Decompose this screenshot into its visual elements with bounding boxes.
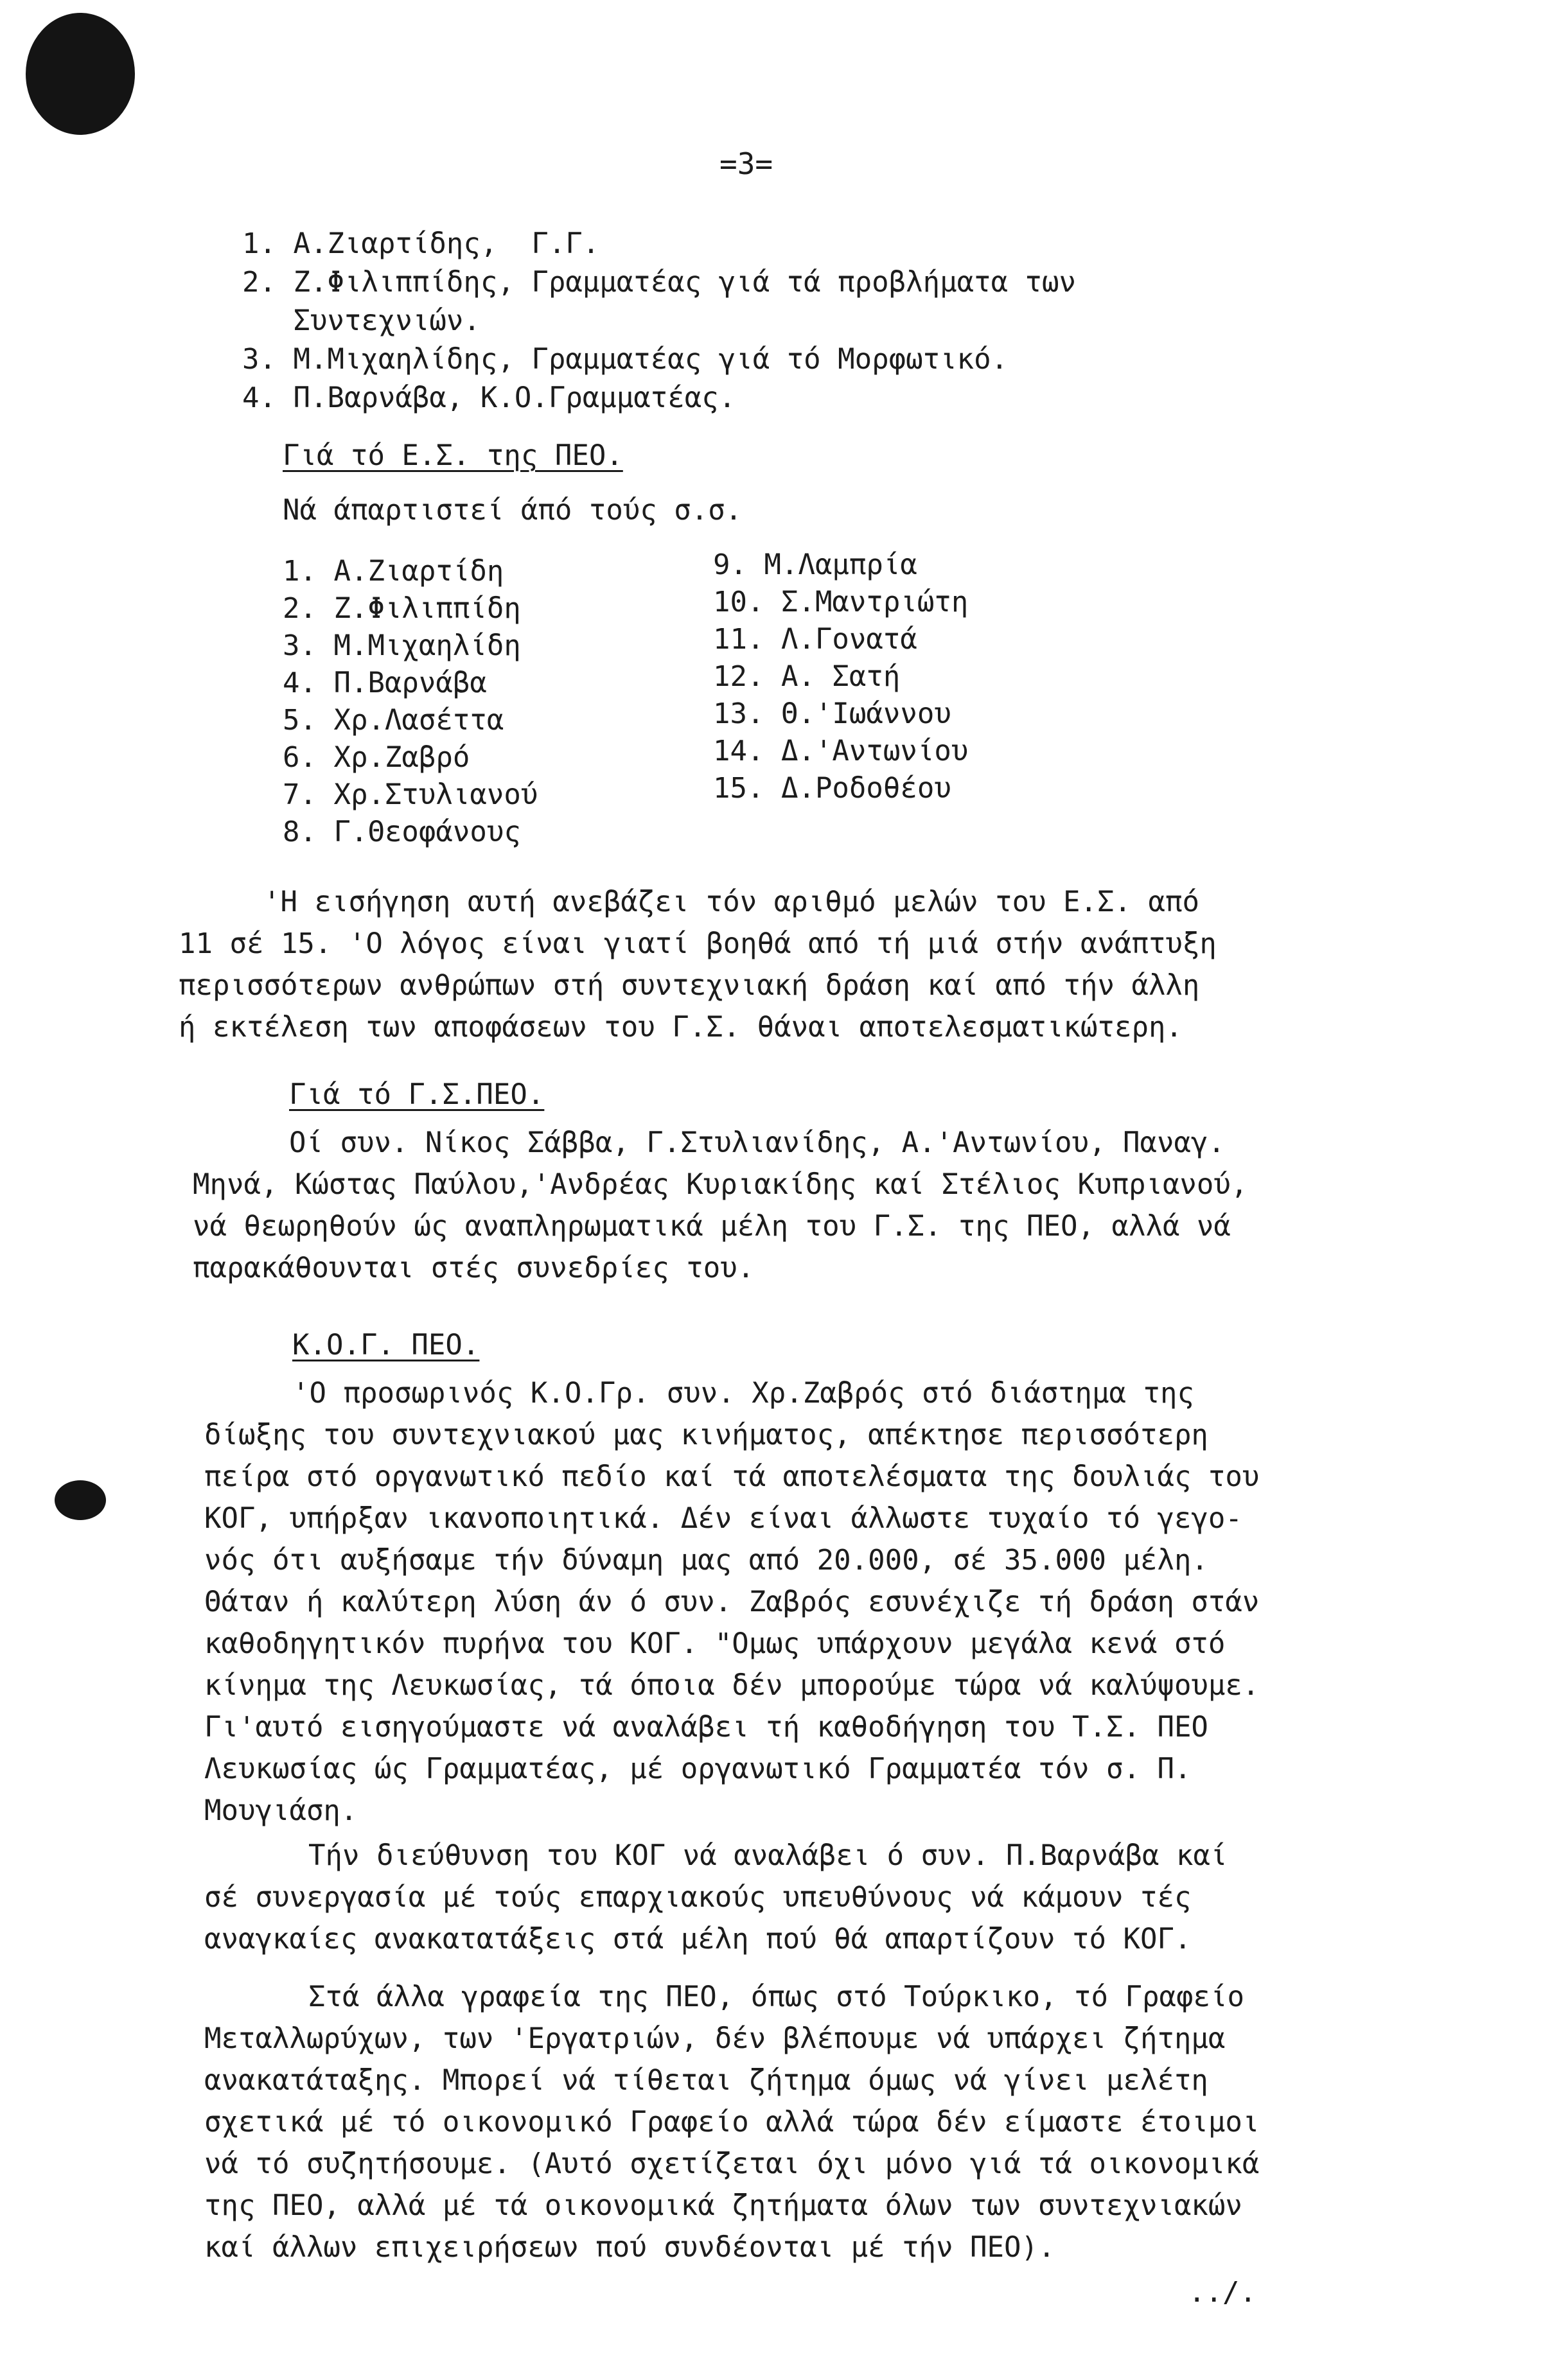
paragraph-line: Μηνά, Κώστας Παύλου,'Ανδρέας Κυριακίδης καί Στέλιος Κυπριανού,: [193, 1168, 1248, 1201]
member-item: 2. Ζ.Φιλιππίδη: [283, 592, 521, 625]
paragraph-line: παρακάθουνται στές συνεδρίες του.: [193, 1252, 755, 1284]
member-item: 12. Α. Σατή: [713, 660, 901, 693]
member-item: 11. Λ.Γονατά: [713, 623, 917, 656]
paragraph-line: Οί συν. Νίκος Σάββα, Γ.Στυλιανίδης, Α.'Αντωνίου, Παναγ.: [289, 1126, 1225, 1159]
section-heading-kog: Κ.Ο.Γ. ΠΕΟ.: [292, 1329, 480, 1361]
paragraph-line: Μουγιάση.: [204, 1794, 358, 1827]
paragraph-line: πείρα στό οργανωτικό πεδίο καί τά αποτελέσματα της δουλιάς του: [204, 1460, 1260, 1493]
ink-blot-margin: [55, 1480, 106, 1520]
paragraph-line: Θάταν ή καλύτερη λύση άν ό συν. Ζαβρός εσυνέχιζε τή δράση στάν: [204, 1586, 1260, 1618]
continuation-mark: ../.: [1188, 2276, 1256, 2309]
member-item: 14. Δ.'Αντωνίου: [713, 735, 969, 767]
paragraph-line: Λευκωσίας ώς Γραμματέας, μέ οργανωτικό Γραμματέα τόν σ. Π.: [204, 1753, 1192, 1785]
top-list-item: 3. Μ.Μιχαηλίδης, Γραμματέας γιά τό Μορφωτικό.: [242, 343, 1009, 376]
paragraph-line: Μεταλλωρύχων, των 'Εργατριών, δέν βλέπουμε νά υπάρχει ζήτημα: [204, 2022, 1226, 2055]
paragraph-line: της ΠΕΟ, αλλά μέ τά οικονομικά ζητήματα όλων των συντεχνιακών: [204, 2189, 1242, 2222]
ink-blot-top-left: [26, 13, 135, 135]
paragraph-line: νά τό συζητήσουμε. (Αυτό σχετίζεται όχι μόνο γιά τά οικονομικά: [204, 2148, 1260, 2180]
paragraph-line: ανακατάταξης. Μπορεί νά τίθεται ζήτημα όμως νά γίνει μελέτη: [204, 2064, 1208, 2097]
paragraph-line: νά θεωρηθούν ώς αναπληρωματικά μέλη του Γ.Σ. της ΠΕΟ, αλλά νά: [193, 1210, 1231, 1243]
top-list-item: 4. Π.Βαρνάβα, Κ.Ο.Γραμματέας.: [242, 381, 736, 414]
section-heading-es: Γιά τό Ε.Σ. της ΠΕΟ.: [283, 439, 623, 472]
paragraph-line: ή εκτέλεση των αποφάσεων του Γ.Σ. θάναι αποτελεσματικώτερη.: [179, 1011, 1183, 1044]
paragraph-line: σέ συνεργασία μέ τούς επαρχιακούς υπευθύνους νά κάμουν τές: [204, 1881, 1192, 1914]
member-item: 10. Σ.Μαντριώτη: [713, 586, 969, 618]
paragraph-line: Στά άλλα γραφεία της ΠΕΟ, όπως στό Τούρκικο, τό Γραφείο: [308, 1981, 1244, 2013]
top-list-item: 2. Ζ.Φιλιππίδης, Γραμματέας γιά τά προβλήματα των: [242, 266, 1077, 299]
paragraph-line: δίωξης του συντεχνιακού μας κινήματος, απέκτησε περισσότερη: [204, 1419, 1208, 1451]
paragraph-line: Γι'αυτό εισηγούμαστε νά αναλάβει τή καθοδήγηση του Τ.Σ. ΠΕΟ: [204, 1711, 1208, 1744]
member-item: 1. Α.Ζιαρτίδη: [283, 555, 504, 588]
paragraph-line: καθοδηγητικόν πυρήνα του ΚΟΓ. "Ομως υπάρχουν μεγάλα κενά στό: [204, 1627, 1226, 1660]
member-item: 13. Θ.'Ιωάννου: [713, 697, 951, 730]
paragraph-line: 'Ο προσωρινός Κ.Ο.Γρ. συν. Χρ.Ζαβρός στό διάστημα της: [292, 1377, 1194, 1410]
paragraph-line: ΚΟΓ, υπήρξαν ικανοποιητικά. Δέν είναι άλλωστε τυχαίο τό γεγο-: [204, 1502, 1242, 1535]
paragraph-line: αναγκαίες ανακατατάξεις στά μέλη πού θά απαρτίζουν τό ΚΟΓ.: [204, 1923, 1192, 1956]
top-list-item: Συντεχνιών.: [242, 304, 481, 337]
paragraph-line: περισσότερων ανθρώπων στή συντεχνιακή δράση καί από τήν άλλη: [179, 969, 1200, 1002]
member-item: 9. Μ.Λαμπρία: [713, 548, 917, 581]
paragraph-line: Τήν διεύθυνση του ΚΟΓ νά αναλάβει ό συν. Π.Βαρνάβα καί: [308, 1839, 1228, 1872]
top-list-item: 1. Α.Ζιαρτίδης, Γ.Γ.: [242, 227, 600, 260]
paragraph-line: 11 σέ 15. 'Ο λόγος είναι γιατί βοηθά από τή μιά στήν ανάπτυξη: [179, 927, 1217, 960]
paragraph-line: καί άλλων επιχειρήσεων πού συνδέονται μέ τήν ΠΕΟ).: [204, 2231, 1055, 2264]
member-item: 5. Χρ.Λασέττα: [283, 704, 504, 737]
section-heading-gs: Γιά τό Γ.Σ.ΠΕΟ.: [289, 1078, 545, 1111]
paragraph-line: 'Η εισήγηση αυτή ανεβάζει τόν αριθμό μελών του Ε.Σ. από: [263, 886, 1199, 918]
member-item: 4. Π.Βαρνάβα: [283, 667, 487, 699]
member-item: 15. Δ.Ροδοθέου: [713, 772, 951, 805]
section-intro-es: Νά άπαρτιστεί άπό τούς σ.σ.: [283, 494, 743, 527]
paragraph-line: νός ότι αυξήσαμε τήν δύναμη μας από 20.000, σέ 35.000 μέλη.: [204, 1544, 1208, 1577]
member-item: 8. Γ.Θεοφάνους: [283, 816, 521, 848]
member-item: 3. Μ.Μιχαηλίδη: [283, 629, 521, 662]
member-item: 7. Χρ.Στυλιανού: [283, 778, 538, 811]
member-item: 6. Χρ.Ζαβρό: [283, 741, 470, 774]
page-number: =3=: [719, 146, 773, 181]
paragraph-line: σχετικά μέ τό οικονομικό Γραφείο αλλά τώρα δέν είμαστε έτοιμοι: [204, 2106, 1260, 2139]
paragraph-line: κίνημα της Λευκωσίας, τά όποια δέν μπορούμε τώρα νά καλύψουμε.: [204, 1669, 1260, 1702]
